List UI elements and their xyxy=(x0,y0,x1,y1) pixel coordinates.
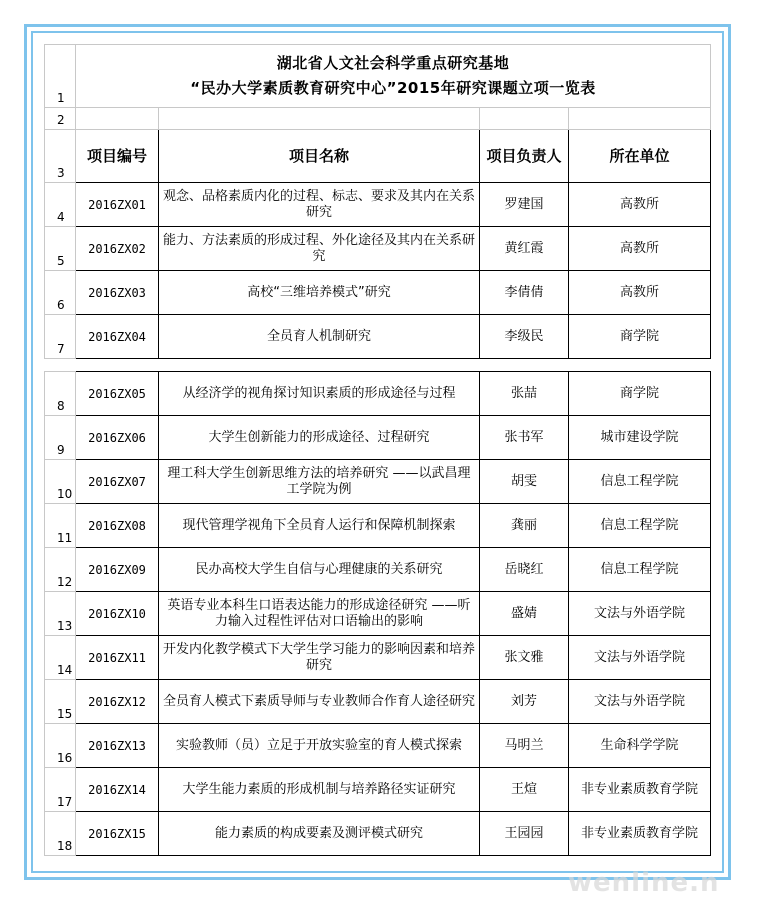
empty-cell xyxy=(159,108,480,130)
project-code: 2016ZX02 xyxy=(76,227,159,271)
empty-cell xyxy=(569,108,711,130)
table-row xyxy=(45,315,711,359)
project-unit: 商学院 xyxy=(569,315,711,359)
project-name: 观念、品格素质内化的过程、标志、要求及其内在关系研究 xyxy=(159,183,480,227)
row-number: 1 xyxy=(45,45,76,108)
project-name: 开发内化教学模式下大学生学习能力的影响因素和培养研究 xyxy=(159,636,480,680)
title-row xyxy=(45,45,711,108)
title-line-2: “民办大学素质教育研究中心”2015年研究课题立项一览表 xyxy=(190,79,596,97)
project-leader: 李倩倩 xyxy=(480,271,569,315)
project-leader: 黄红霞 xyxy=(480,227,569,271)
page-break-gap xyxy=(44,359,710,371)
row-number: 18 xyxy=(45,812,76,856)
project-unit: 非专业素质教育学院 xyxy=(569,812,711,856)
empty-cell xyxy=(76,108,159,130)
row-number: 6 xyxy=(45,271,76,315)
project-unit: 高教所 xyxy=(569,227,711,271)
project-unit: 文法与外语学院 xyxy=(569,680,711,724)
project-name: 高校“三维培养模式”研究 xyxy=(159,271,480,315)
project-name: 能力素质的构成要素及测评模式研究 xyxy=(159,812,480,856)
empty-row xyxy=(45,108,711,130)
row-number: 12 xyxy=(45,548,76,592)
table-row xyxy=(45,460,711,504)
project-unit: 商学院 xyxy=(569,372,711,416)
table-row xyxy=(45,416,711,460)
row-number: 7 xyxy=(45,315,76,359)
project-name: 从经济学的视角探讨知识素质的形成途径与过程 xyxy=(159,372,480,416)
project-leader: 龚丽 xyxy=(480,504,569,548)
project-name: 民办高校大学生自信与心理健康的关系研究 xyxy=(159,548,480,592)
table-row xyxy=(45,812,711,856)
project-leader: 李级民 xyxy=(480,315,569,359)
row-number: 8 xyxy=(45,372,76,416)
project-unit: 生命科学学院 xyxy=(569,724,711,768)
header-code: 项目编号 xyxy=(76,130,159,183)
spreadsheet xyxy=(44,44,710,856)
table-row xyxy=(45,227,711,271)
project-leader: 王煊 xyxy=(480,768,569,812)
title-line-1: 湖北省人文社会科学重点研究基地 xyxy=(276,54,510,72)
project-code: 2016ZX11 xyxy=(76,636,159,680)
table-row xyxy=(45,548,711,592)
row-number: 9 xyxy=(45,416,76,460)
project-unit: 信息工程学院 xyxy=(569,460,711,504)
row-number: 11 xyxy=(45,504,76,548)
table-row xyxy=(45,592,711,636)
project-table-continued xyxy=(44,371,711,856)
header-leader: 项目负责人 xyxy=(480,130,569,183)
header-row xyxy=(45,130,711,183)
row-number: 14 xyxy=(45,636,76,680)
project-leader: 张书军 xyxy=(480,416,569,460)
row-number: 17 xyxy=(45,768,76,812)
project-leader: 刘芳 xyxy=(480,680,569,724)
table-title xyxy=(76,45,711,108)
project-name: 英语专业本科生口语表达能力的形成途径研究 ——听力输入过程性评估对口语输出的影响 xyxy=(159,592,480,636)
project-leader: 盛婧 xyxy=(480,592,569,636)
row-number: 13 xyxy=(45,592,76,636)
project-leader: 罗建国 xyxy=(480,183,569,227)
project-code: 2016ZX04 xyxy=(76,315,159,359)
project-name: 大学生能力素质的形成机制与培养路径实证研究 xyxy=(159,768,480,812)
empty-cell xyxy=(480,108,569,130)
table-row xyxy=(45,724,711,768)
project-code: 2016ZX08 xyxy=(76,504,159,548)
project-name: 全员育人模式下素质导师与专业教师合作育人途径研究 xyxy=(159,680,480,724)
project-code: 2016ZX01 xyxy=(76,183,159,227)
header-name: 项目名称 xyxy=(159,130,480,183)
project-unit: 信息工程学院 xyxy=(569,548,711,592)
row-number: 10 xyxy=(45,460,76,504)
project-leader: 岳晓红 xyxy=(480,548,569,592)
project-name: 大学生创新能力的形成途径、过程研究 xyxy=(159,416,480,460)
table-row xyxy=(45,183,711,227)
project-code: 2016ZX13 xyxy=(76,724,159,768)
row-number: 16 xyxy=(45,724,76,768)
project-code: 2016ZX03 xyxy=(76,271,159,315)
project-code: 2016ZX06 xyxy=(76,416,159,460)
project-unit: 高教所 xyxy=(569,183,711,227)
project-name: 理工科大学生创新思维方法的培养研究 ——以武昌理工学院为例 xyxy=(159,460,480,504)
row-number: 3 xyxy=(45,130,76,183)
project-unit: 文法与外语学院 xyxy=(569,592,711,636)
project-leader: 张喆 xyxy=(480,372,569,416)
project-leader: 王园园 xyxy=(480,812,569,856)
project-unit: 城市建设学院 xyxy=(569,416,711,460)
project-leader: 张文雅 xyxy=(480,636,569,680)
project-code: 2016ZX07 xyxy=(76,460,159,504)
table-row xyxy=(45,768,711,812)
header-unit: 所在单位 xyxy=(569,130,711,183)
watermark: wenline.n xyxy=(568,868,720,898)
table-row xyxy=(45,680,711,724)
project-name: 全员育人机制研究 xyxy=(159,315,480,359)
table-row xyxy=(45,636,711,680)
project-code: 2016ZX09 xyxy=(76,548,159,592)
project-code: 2016ZX15 xyxy=(76,812,159,856)
table-row xyxy=(45,504,711,548)
table-row xyxy=(45,372,711,416)
row-number: 5 xyxy=(45,227,76,271)
table-row xyxy=(45,271,711,315)
project-name: 实验教师（员）立足于开放实验室的育人模式探索 xyxy=(159,724,480,768)
project-unit: 信息工程学院 xyxy=(569,504,711,548)
project-code: 2016ZX05 xyxy=(76,372,159,416)
project-table xyxy=(44,44,711,359)
row-number: 4 xyxy=(45,183,76,227)
project-leader: 马明兰 xyxy=(480,724,569,768)
project-code: 2016ZX12 xyxy=(76,680,159,724)
project-unit: 文法与外语学院 xyxy=(569,636,711,680)
project-name: 能力、方法素质的形成过程、外化途径及其内在关系研究 xyxy=(159,227,480,271)
project-unit: 非专业素质教育学院 xyxy=(569,768,711,812)
project-code: 2016ZX10 xyxy=(76,592,159,636)
project-leader: 胡雯 xyxy=(480,460,569,504)
project-unit: 高教所 xyxy=(569,271,711,315)
row-number: 15 xyxy=(45,680,76,724)
project-code: 2016ZX14 xyxy=(76,768,159,812)
row-number: 2 xyxy=(45,108,76,130)
project-name: 现代管理学视角下全员育人运行和保障机制探索 xyxy=(159,504,480,548)
